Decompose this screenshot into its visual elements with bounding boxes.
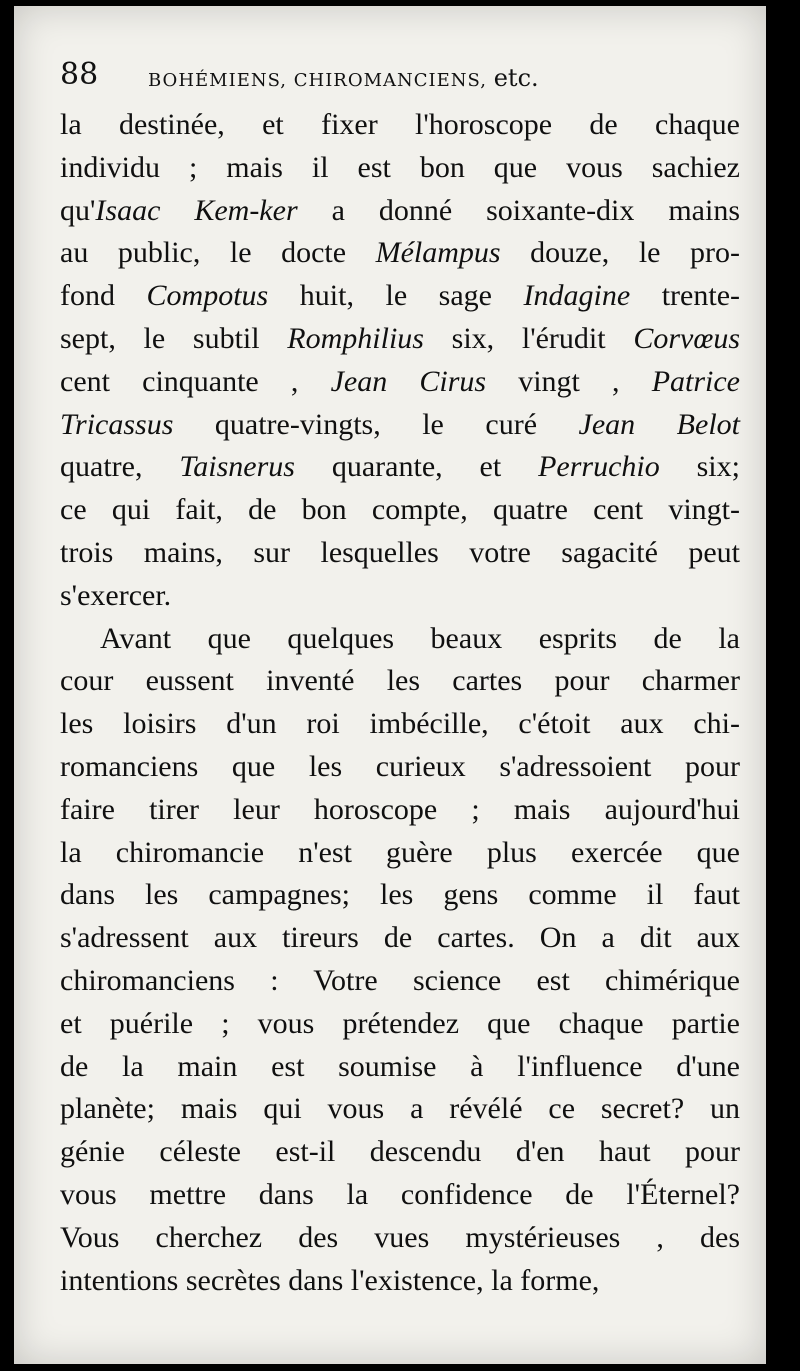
text-run: douze, le pro- (500, 236, 740, 270)
text-line (60, 832, 740, 875)
text-line (60, 404, 740, 447)
text-line (60, 147, 740, 190)
text-run: de la main est soumise à l'influence d'une (60, 1049, 740, 1083)
text-run: romanciens que les curieux s'adressoient pour (60, 749, 740, 783)
text-run: sept, le subtil (60, 321, 288, 355)
text-run: s'exercer. (60, 578, 172, 612)
italic-name: Taisnerus (179, 450, 295, 484)
text-run: six; (659, 450, 740, 484)
running-head-title: BOHÉMIENS, CHIROMANCIENS, (148, 70, 487, 91)
text-run: dans les campagnes; les gens comme il faut (60, 878, 740, 912)
text-run: chiromanciens : Votre science est chimérique (60, 963, 740, 997)
text-run: trois mains, sur lesquelles votre sagacité peut (60, 535, 740, 569)
paragraph-2 (60, 618, 740, 1303)
text-run: au public, le docte (60, 236, 376, 270)
italic-name: Perruchio (538, 450, 660, 484)
text-line (60, 960, 740, 1003)
italic-name: Jean Belot (578, 407, 740, 441)
text-line (60, 575, 740, 618)
text-line (60, 1260, 740, 1303)
text-line (60, 104, 740, 147)
text-line (60, 1174, 740, 1217)
text-line (60, 489, 740, 532)
text-run: faire tirer leur horoscope ; mais aujourd'hui (60, 792, 740, 826)
text-line (60, 1046, 740, 1089)
text-line (60, 532, 740, 575)
text-run: planète; mais qui vous a révélé ce secret? un (60, 1092, 740, 1126)
body-text (60, 104, 740, 1302)
text-line (60, 703, 740, 746)
italic-name: Patrice (651, 364, 740, 398)
text-line (60, 789, 740, 832)
italic-name: Isaac Kem-ker (95, 193, 298, 227)
text-run: six, l'érudit (423, 321, 634, 355)
text-run: cour eussent inventé les cartes pour charmer (60, 664, 740, 698)
text-line (60, 446, 740, 489)
text-run: et puérile ; vous prétendez que chaque partie (60, 1006, 740, 1040)
text-line (60, 660, 740, 703)
text-run: Avant que quelques beaux esprits de la (100, 621, 740, 655)
text-run: génie céleste est-il descendu d'en haut pour (60, 1135, 740, 1169)
text-run: ce qui fait, de bon compte, quatre cent vingt- (60, 493, 740, 527)
text-run: trente- (630, 279, 740, 313)
text-run: fond (60, 279, 147, 313)
text-run: a donné soixante-dix mains (297, 193, 740, 227)
italic-name: Mélampus (375, 236, 501, 270)
text-line (60, 318, 740, 361)
text-line (60, 275, 740, 318)
page-number: 88 (60, 57, 99, 92)
text-line (60, 190, 740, 233)
text-line (60, 232, 740, 275)
text-run: les loisirs d'un roi imbécille, c'étoit aux chi- (60, 707, 740, 741)
italic-name: Tricassus (60, 407, 174, 441)
text-run: vingt , (486, 364, 652, 398)
text-run: intentions secrètes dans l'existence, la forme, (60, 1263, 600, 1297)
text-run: individu ; mais il est bon que vous sachiez (60, 150, 740, 184)
running-head-etc: etc. (493, 64, 539, 92)
text-run: huit, le sage (268, 279, 524, 313)
text-run: quatre, (60, 450, 180, 484)
text-run: vous mettre dans la confidence de l'Éternel? (60, 1177, 740, 1211)
text-run: quatre-vingts, le curé (173, 407, 579, 441)
page-header (60, 55, 660, 95)
text-line (60, 1217, 740, 1260)
text-run: qu' (60, 193, 96, 227)
text-line (60, 1088, 740, 1131)
text-line (60, 618, 740, 661)
italic-name: Indagine (523, 279, 631, 313)
text-run: cent cinquante , (60, 364, 331, 398)
italic-name: Corvœus (633, 321, 740, 355)
running-head (148, 64, 539, 92)
text-line (60, 1131, 740, 1174)
text-line (60, 361, 740, 404)
italic-name: Compotus (146, 279, 269, 313)
text-line (60, 874, 740, 917)
italic-name: Romphilius (287, 321, 424, 355)
text-run: la destinée, et fixer l'horoscope de chaque (60, 108, 740, 141)
text-line (60, 746, 740, 789)
text-run: Vous cherchez des vues mystérieuses , des (60, 1220, 740, 1254)
paragraph-1 (60, 104, 740, 618)
text-line (60, 917, 740, 960)
text-run: quarante, et (294, 450, 539, 484)
italic-name: Jean Cirus (330, 364, 487, 398)
text-line (60, 1003, 740, 1046)
text-run: s'adressent aux tireurs de cartes. On a dit aux (60, 921, 740, 955)
text-run: la chiromancie n'est guère plus exercée que (60, 835, 740, 869)
